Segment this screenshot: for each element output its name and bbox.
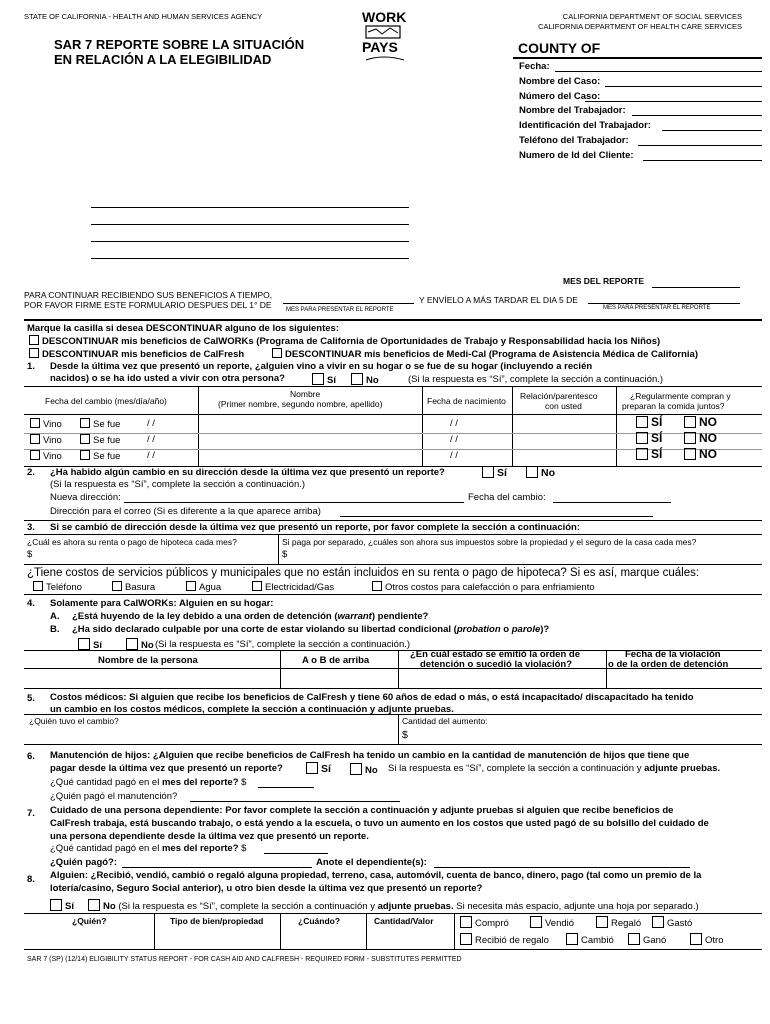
q4-a-text-2: ) pendiente? <box>371 611 429 622</box>
q8-vline-4 <box>454 913 455 949</box>
q2-number: 2. <box>27 467 35 478</box>
q2-fecha-field[interactable] <box>553 502 671 503</box>
q8-vline-2 <box>280 913 281 949</box>
calfresh-checkbox[interactable] <box>29 348 39 358</box>
q8-option-checkbox[interactable] <box>460 933 472 945</box>
agency-right-2: CALIFORNIA DEPARTMENT OF HEALTH CARE SERVICES <box>538 22 742 31</box>
q8-number: 8. <box>27 874 35 885</box>
q1-col-comida-1: ¿Regularmente compran y <box>630 391 731 401</box>
q4-a-italic: warrant <box>337 611 372 622</box>
q8-option-1[interactable] <box>530 916 574 929</box>
q8-option-label: Regaló <box>611 918 642 929</box>
utility-checkbox[interactable] <box>252 581 262 591</box>
case-field-label-5: Teléfono del Trabajador: <box>519 135 629 146</box>
mes-presentar-2: MES PARA PRESENTAR EL REPORTE <box>603 305 711 311</box>
vino-label: Vino <box>43 435 62 446</box>
q3-text: Si se cambió de dirección desde la última vez que presentó un reporte, por favor complete la sección a continuación: <box>50 522 581 533</box>
q3-vline <box>278 534 279 564</box>
q8-si[interactable] <box>50 899 74 912</box>
q8-option-3[interactable] <box>652 916 692 929</box>
q8-option-label: Ganó <box>643 935 667 946</box>
address-line-4[interactable] <box>91 258 409 259</box>
q5-dollar[interactable]: $ <box>402 729 408 741</box>
q1-col-relacion-1: Relación/parentesco <box>520 391 598 401</box>
address-line-1[interactable] <box>91 207 409 208</box>
q8-option-label: Recibió de regalo <box>475 935 549 946</box>
q8-col-tipo: Tipo de bien/propiedad <box>170 916 264 926</box>
work-pays-logo <box>360 6 410 68</box>
q2-note: (Si la respuesta es “Sí”, complete la sección a continuación.) <box>50 479 306 490</box>
q7-text-a: Cuidado de una persona dependiente: Por favor complete la sección a continuación y adjunte pruebas si alguien que recibe beneficios de <box>50 805 674 816</box>
q8-option-row2-2[interactable] <box>628 933 666 946</box>
case-field-label-2: Número del Caso: <box>519 91 601 102</box>
q1-no-checkbox[interactable] <box>351 373 363 385</box>
sign-after-field[interactable] <box>283 303 414 304</box>
q7-text-b: CalFresh trabaja, está buscando trabajo, o está yendo a la escuela, o tuvo un aumento en los costos que usted pagó de su bolsillo del cuidado de <box>50 818 709 829</box>
q7-cantidad-1: ¿Qué cantidad pagó en el <box>50 843 162 854</box>
q8-option-2[interactable] <box>596 916 641 929</box>
q4-col-estado-2: detención o sucedió la violación? <box>420 659 573 670</box>
q8-col-cantidad: Cantidad/Valor <box>374 916 434 926</box>
discontinue-medical[interactable] <box>272 348 698 360</box>
svg-text:PAYS: PAYS <box>362 39 398 55</box>
q8-option-checkbox[interactable] <box>628 933 640 945</box>
se-fue-label: Se fue <box>93 435 121 446</box>
q2-si[interactable] <box>482 466 507 479</box>
q8-option-0[interactable] <box>460 916 509 929</box>
q8-option-label: Cambió <box>581 935 614 946</box>
send-by-label: Y ENVÍELO A MÁS TARDAR EL DIA 5 DE <box>419 295 578 305</box>
q4-b-text-2: )? <box>540 624 550 635</box>
q1-number: 1. <box>27 361 35 372</box>
se-fue-checkbox[interactable] <box>80 450 90 460</box>
q4-b-italic-2: parole <box>511 624 541 635</box>
q8-option-label: Vendió <box>545 918 575 929</box>
q6-si-label: Sí <box>321 763 331 775</box>
q2-no-checkbox[interactable] <box>526 466 538 478</box>
q3-rule-top <box>24 520 762 521</box>
utility-checkbox[interactable] <box>372 581 382 591</box>
q8-text-b: lotería/casino, Seguro Social anterior), u otro bien desde la última vez que presentó un reporte? <box>50 883 483 894</box>
q1-si-label: Sí <box>327 375 336 386</box>
q1-col-comida-2: preparan la comida juntos? <box>622 401 725 411</box>
q3-renta-label: ¿Cuál es ahora su renta o pago de hipoteca cada mes? <box>27 537 237 547</box>
q4-si-checkbox[interactable] <box>78 638 90 650</box>
q4-a-label: A. <box>50 611 60 622</box>
q8-option-label: Gastó <box>667 918 693 929</box>
q8-si-label: Sí <box>65 901 74 912</box>
q8-option-checkbox[interactable] <box>652 916 664 928</box>
utility-label: Electricidad/Gas <box>265 582 335 593</box>
calworks-checkbox[interactable] <box>29 335 39 345</box>
utility-label: Agua <box>199 582 222 593</box>
q8-option-label: Otro <box>705 935 724 946</box>
q6-si-checkbox[interactable] <box>306 762 318 774</box>
q1-row-vino-0[interactable] <box>30 418 62 430</box>
form-title-line-2: EN RELACIÓN A LA ELEGIBILIDAD <box>54 52 272 67</box>
q8-option-row2-1[interactable] <box>566 933 614 946</box>
case-field-input-6[interactable] <box>643 160 762 161</box>
utility-0[interactable] <box>33 581 82 593</box>
county-label: COUNTY OF <box>518 40 601 56</box>
q5-vline <box>398 714 399 744</box>
q1-row-no-label: NO <box>699 415 717 429</box>
q3-table-top <box>24 534 762 535</box>
q5-table-bottom <box>24 744 762 745</box>
q4-b-text-1: ¿Ha sido declarado culpable por una corte de estar violando su libertad condicional ( <box>72 624 457 635</box>
q4-b-text <box>72 624 549 635</box>
q1-col-fecha: Fecha del cambio (mes/día/año) <box>45 396 167 406</box>
q6-no-label: No <box>365 765 378 776</box>
report-month-label: MES DEL REPORTE <box>563 276 645 286</box>
q3-servicios: ¿Tiene costos de servicios públicos y municipales que no están incluidos en su renta o pago de hipoteca? Si es así, marque cuáles: <box>27 567 700 579</box>
q1-text-b: nacidos) o se ha ido usted a vivir con otra persona? <box>50 373 285 384</box>
q8-col-cuando: ¿Cuándo? <box>298 916 341 926</box>
address-line-3[interactable] <box>91 241 409 242</box>
q6-note-bold: adjunte pruebas. <box>644 763 721 774</box>
q1-row-no-1[interactable] <box>684 431 717 445</box>
q8-no-label: No <box>103 901 116 912</box>
q1-row-sefue-0[interactable] <box>80 418 120 430</box>
q1-si-checkbox[interactable] <box>312 373 324 385</box>
q4-heading: Solamente para CalWORKs: Alguien en su hogar: <box>50 598 274 609</box>
utility-2[interactable] <box>186 581 221 593</box>
q4-a-text-1: ¿Está huyendo de la ley debido a una orden de detención ( <box>72 611 338 622</box>
utility-3[interactable] <box>252 581 334 593</box>
q1-vline-1 <box>198 386 199 466</box>
q3-table-bottom <box>24 564 762 565</box>
q7-cantidad-field[interactable] <box>264 853 328 854</box>
discontinue-heading: Marque la casilla si desea DESCONTINUAR alguno de los siguientes: <box>27 323 339 334</box>
section-rule <box>24 319 762 321</box>
q8-note-2: Si necesita más espacio, adjunte una hoja por separado.) <box>453 901 699 912</box>
case-field-label-6: Numero de Id del Cliente: <box>519 150 634 161</box>
utility-label: Basura <box>125 582 156 593</box>
q1-col-relacion-2: con usted <box>545 401 582 411</box>
case-field-input-3[interactable] <box>632 115 762 116</box>
q3-rule-bottom <box>24 594 762 595</box>
q1-row-sefue-2[interactable] <box>80 450 120 462</box>
q6-si[interactable] <box>306 762 331 775</box>
q2-nueva-label: Nueva dirección: <box>50 492 121 503</box>
q1-row-date-1[interactable]: / / <box>147 434 155 445</box>
q1-row-birth-1[interactable]: / / <box>450 434 458 445</box>
q8-no-group <box>88 899 699 912</box>
vino-checkbox[interactable] <box>30 434 40 444</box>
address-line-2[interactable] <box>91 224 409 225</box>
discontinue-medical-label: DESCONTINUAR mis beneficios de Medi-Cal (Programa de Asistencia Médica de California) <box>285 349 698 360</box>
q8-option-checkbox[interactable] <box>460 916 472 928</box>
q5-text-a: Costos médicos: Si alguien que recibe los beneficios de CalFresh y tiene 60 años de edad o más, o está incapacitado/ discapacitado ha tenido <box>50 692 694 703</box>
q1-col-nombre-2: (Primer nombre, segundo nombre, apellido) <box>218 399 383 409</box>
q2-si-checkbox[interactable] <box>482 466 494 478</box>
q4-table-bottom <box>24 688 762 689</box>
form-footer: SAR 7 (SP) (12/14) ELIGIBILITY STATUS REPORT - FOR CASH AID AND CALFRESH - REQUIRED FORM - SUBSTITUTES PERMITTED <box>27 956 462 963</box>
q6-note <box>388 763 720 774</box>
vino-label: Vino <box>43 419 62 430</box>
utility-1[interactable] <box>112 581 155 593</box>
utility-checkbox[interactable] <box>186 581 196 591</box>
q7-quien-field[interactable] <box>122 867 312 868</box>
q6-note-1: Si la respuesta es “Sí”, complete la sección a continuación y <box>388 763 645 774</box>
se-fue-label: Se fue <box>93 451 121 462</box>
q2-si-label: Sí <box>497 467 507 479</box>
q1-col-nombre-1: Nombre <box>290 389 321 399</box>
q1-row-no-label: NO <box>699 447 717 461</box>
utility-checkbox[interactable] <box>33 581 43 591</box>
se-fue-label: Se fue <box>93 419 121 430</box>
q4-col-estado-1: ¿En cuál estado se emitió la orden de <box>410 649 580 660</box>
q6-cantidad <box>50 777 246 788</box>
q5-quien: ¿Quién tuvo el cambio? <box>29 716 119 726</box>
q7-text-c: una persona dependiente desde la última vez que presentó un reporte. <box>50 831 369 842</box>
q1-row-si-1[interactable] <box>636 431 662 445</box>
q8-text-a: Alguien: ¿Recibió, vendió, cambió o regaló alguna propiedad, terreno, casa, automóvil, cuenta de banco, dinero, pago (tal como un premio de la <box>50 870 702 881</box>
q7-dependiente-field[interactable] <box>434 867 690 868</box>
send-by-field[interactable] <box>588 303 740 304</box>
q1-col-nacimiento: Fecha de nacimiento <box>427 396 506 406</box>
q6-no-checkbox[interactable] <box>350 763 362 775</box>
case-field-label-1: Nombre del Caso: <box>519 76 601 87</box>
case-field-input-0[interactable] <box>555 71 762 72</box>
q1-table-top <box>24 386 762 387</box>
q2-text: ¿Ha habido algún cambio en su dirección desde la última vez que presentó un reporte? <box>50 467 445 478</box>
q1-row-si-label: SÍ <box>651 447 663 461</box>
form-title-line-1: SAR 7 REPORTE SOBRE LA SITUACIÓN <box>54 37 305 52</box>
q4-vline-2 <box>398 650 399 688</box>
q8-vline-3 <box>366 913 367 949</box>
q1-row-si-checkbox[interactable] <box>636 416 648 428</box>
q8-table-top <box>24 913 762 914</box>
q1-row-no-2[interactable] <box>684 447 717 461</box>
q4-a-text <box>72 611 428 622</box>
vino-checkbox[interactable] <box>30 418 40 428</box>
discontinue-calfresh[interactable] <box>29 348 244 360</box>
q1-row-no-checkbox[interactable] <box>684 416 696 428</box>
q1-row-date-0[interactable]: / / <box>147 418 155 429</box>
q3-number: 3. <box>27 522 35 533</box>
q1-text-a: Desde la última vez que presentó un reporte, ¿alguien vino a vivir en su hogar o se fue de su hogar (incluyendo a recién <box>50 361 593 372</box>
medical-checkbox[interactable] <box>272 348 282 358</box>
q7-number: 7. <box>27 808 35 819</box>
q8-option-row2-0[interactable] <box>460 933 549 946</box>
q7-quien: ¿Quién pagó?: <box>50 857 118 868</box>
q6-no[interactable] <box>350 763 378 776</box>
case-field-input-2[interactable] <box>585 101 762 102</box>
q4-no-label: No <box>141 640 154 651</box>
q8-option-label: Compró <box>475 918 509 929</box>
q1-row-sefue-1[interactable] <box>80 434 120 446</box>
q8-option-checkbox[interactable] <box>596 916 608 928</box>
q1-row-si-checkbox[interactable] <box>636 448 648 460</box>
q1-row-no-0[interactable] <box>684 415 717 429</box>
county-underline <box>513 57 762 59</box>
se-fue-checkbox[interactable] <box>80 434 90 444</box>
q5-cantidad: Cantidad del aumento: <box>402 716 488 726</box>
q2-correo-label: Dirección para el correo (Si es diferente a la que aparece arriba) <box>50 506 321 517</box>
q1-vline-4 <box>616 386 617 466</box>
case-field-input-1[interactable] <box>605 86 762 87</box>
q1-row-no-checkbox[interactable] <box>684 432 696 444</box>
q7-cantidad <box>50 843 246 854</box>
q1-row-vino-2[interactable] <box>30 450 62 462</box>
q8-note-1: (Si la respuesta es “Sí”, complete la sección a continuación y <box>118 901 378 912</box>
q6-text-b: pagar desde la última vez que presentó un reporte? <box>50 763 283 774</box>
q7-cantidad-2: $ <box>238 843 247 854</box>
q8-option-row2-3[interactable] <box>690 933 723 946</box>
q1-row-no-checkbox[interactable] <box>684 448 696 460</box>
q1-row-no-label: NO <box>699 431 717 445</box>
q8-option-checkbox[interactable] <box>530 916 542 928</box>
q3-renta-dollar[interactable]: $ <box>27 549 33 560</box>
q6-text-a: Manutención de hijos: ¿Alguien que recibe beneficios de CalFresh ha tenido un cambio en la cantidad de manutención de hijos que tiene que <box>50 750 690 761</box>
case-field-label-4: Identificación del Trabajador: <box>519 120 651 131</box>
q6-cantidad-field[interactable] <box>258 787 314 788</box>
q7-cantidad-bold: mes del reporte? <box>161 843 239 854</box>
discontinue-calfresh-label: DESCONTINUAR mis beneficios de CalFresh <box>42 349 245 360</box>
report-line-1: PARA CONTINUAR RECIBIENDO SUS BENEFICIOS A TIEMPO, <box>24 290 273 300</box>
q6-cantidad-1: ¿Qué cantidad pagó en el <box>50 777 162 788</box>
q8-option-checkbox[interactable] <box>566 933 578 945</box>
q1-vline-2 <box>422 386 423 466</box>
q1-note: (Si la respuesta es “Sí”, complete la sección a continuación.) <box>408 374 664 385</box>
q6-number: 6. <box>27 751 35 762</box>
q5-number: 5. <box>27 693 35 704</box>
q4-col-ab: A o B de arriba <box>302 655 370 666</box>
q1-row-si-label: SÍ <box>651 415 663 429</box>
utility-label: Teléfono <box>46 582 82 593</box>
agency-right-1: CALIFORNIA DEPARTMENT OF SOCIAL SERVICES <box>562 12 742 21</box>
q2-no-label: No <box>541 467 555 479</box>
q1-row-si-2[interactable] <box>636 447 662 461</box>
q1-row-date-2[interactable]: / / <box>147 450 155 461</box>
report-month-field[interactable] <box>652 287 740 288</box>
svg-text:WORK: WORK <box>362 9 407 25</box>
vino-label: Vino <box>43 451 62 462</box>
se-fue-checkbox[interactable] <box>80 418 90 428</box>
q6-quien: ¿Quién pagó el manutención? <box>50 791 178 802</box>
q8-note-bold: adjunte pruebas. <box>377 901 454 912</box>
q4-col-nombre: Nombre de la persona <box>98 655 198 666</box>
discontinue-calworks-label: DESCONTINUAR mis beneficios de CalWORKs (Programa de California de Oportunidades de Trabajo y Responsabilidad hacia los Niños) <box>42 336 661 347</box>
q6-cantidad-bold: mes del reporte? <box>161 777 239 788</box>
discontinue-calworks[interactable] <box>29 335 660 347</box>
utility-label: Otros costos para calefacción o para enfriamiento <box>385 582 595 593</box>
q1-row-birth-0[interactable]: / / <box>450 418 458 429</box>
q8-table-bottom <box>24 949 762 950</box>
report-line-2: POR FAVOR FIRME ESTE FORMULARIO DESPUES DEL 1° DE <box>24 300 272 310</box>
case-field-input-5[interactable] <box>638 145 762 146</box>
q4-number: 4. <box>27 598 35 609</box>
q1-row-si-0[interactable] <box>636 415 662 429</box>
q3-impuestos-label: Si paga por separado, ¿cuáles son ahora sus impuestos sobre la propiedad y el seguro de la casa cada mes? <box>282 537 697 547</box>
q4-note: (Si la respuesta es “Sí”, complete la sección a continuación.) <box>155 639 411 650</box>
vino-checkbox[interactable] <box>30 450 40 460</box>
q1-no-label: No <box>366 375 379 386</box>
q5-table-top <box>24 714 762 715</box>
q2-no[interactable] <box>526 466 555 479</box>
q4-vline-1 <box>280 650 281 688</box>
q2-fecha-label: Fecha del cambio: <box>468 492 546 503</box>
q2-nueva-field[interactable] <box>124 502 464 503</box>
q8-si-checkbox[interactable] <box>50 899 62 911</box>
q8-vline-1 <box>154 913 155 949</box>
q3-impuestos-dollar[interactable]: $ <box>282 549 288 560</box>
q1-row-vino-1[interactable] <box>30 434 62 446</box>
q4-si-label: Sí <box>93 640 102 651</box>
case-field-label-0: Fecha: <box>519 61 550 72</box>
q1-vline-3 <box>512 386 513 466</box>
q4-no-checkbox[interactable] <box>126 638 138 650</box>
mes-presentar-1: MES PARA PRESENTAR EL REPORTE <box>286 307 394 313</box>
q4-b-label: B. <box>50 624 60 635</box>
q8-col-quien: ¿Quién? <box>72 916 107 926</box>
q8-no-checkbox[interactable] <box>88 899 100 911</box>
case-field-input-4[interactable] <box>662 130 762 131</box>
q1-row-birth-2[interactable]: / / <box>450 450 458 461</box>
utility-4[interactable] <box>372 581 595 593</box>
q4-b-italic-1: probation <box>456 624 501 635</box>
q2-correo-field[interactable] <box>340 516 653 517</box>
q1-no[interactable] <box>351 373 379 386</box>
q6-cantidad-2: $ <box>238 777 247 788</box>
q5-text-b: un cambio en los costos médicos, complete la sección a continuación y adjunte pruebas. <box>50 704 454 715</box>
q1-si[interactable] <box>312 373 336 386</box>
q4-b-or: o <box>500 624 512 635</box>
q6-quien-field[interactable] <box>190 801 400 802</box>
q1-row-si-checkbox[interactable] <box>636 432 648 444</box>
agency-left: STATE OF CALIFORNIA - HEALTH AND HUMAN SERVICES AGENCY <box>24 12 263 21</box>
utility-checkbox[interactable] <box>112 581 122 591</box>
q4-col-fecha-1: Fecha de la violación <box>625 649 721 660</box>
q8-option-checkbox[interactable] <box>690 933 702 945</box>
q4-col-fecha-2: o de la orden de detención <box>608 659 729 670</box>
case-field-label-3: Nombre del Trabajador: <box>519 105 626 116</box>
q4-vline-3 <box>606 650 607 688</box>
q7-dependiente: Anote el dependiente(s): <box>316 857 427 868</box>
q1-row-si-label: SÍ <box>651 431 663 445</box>
